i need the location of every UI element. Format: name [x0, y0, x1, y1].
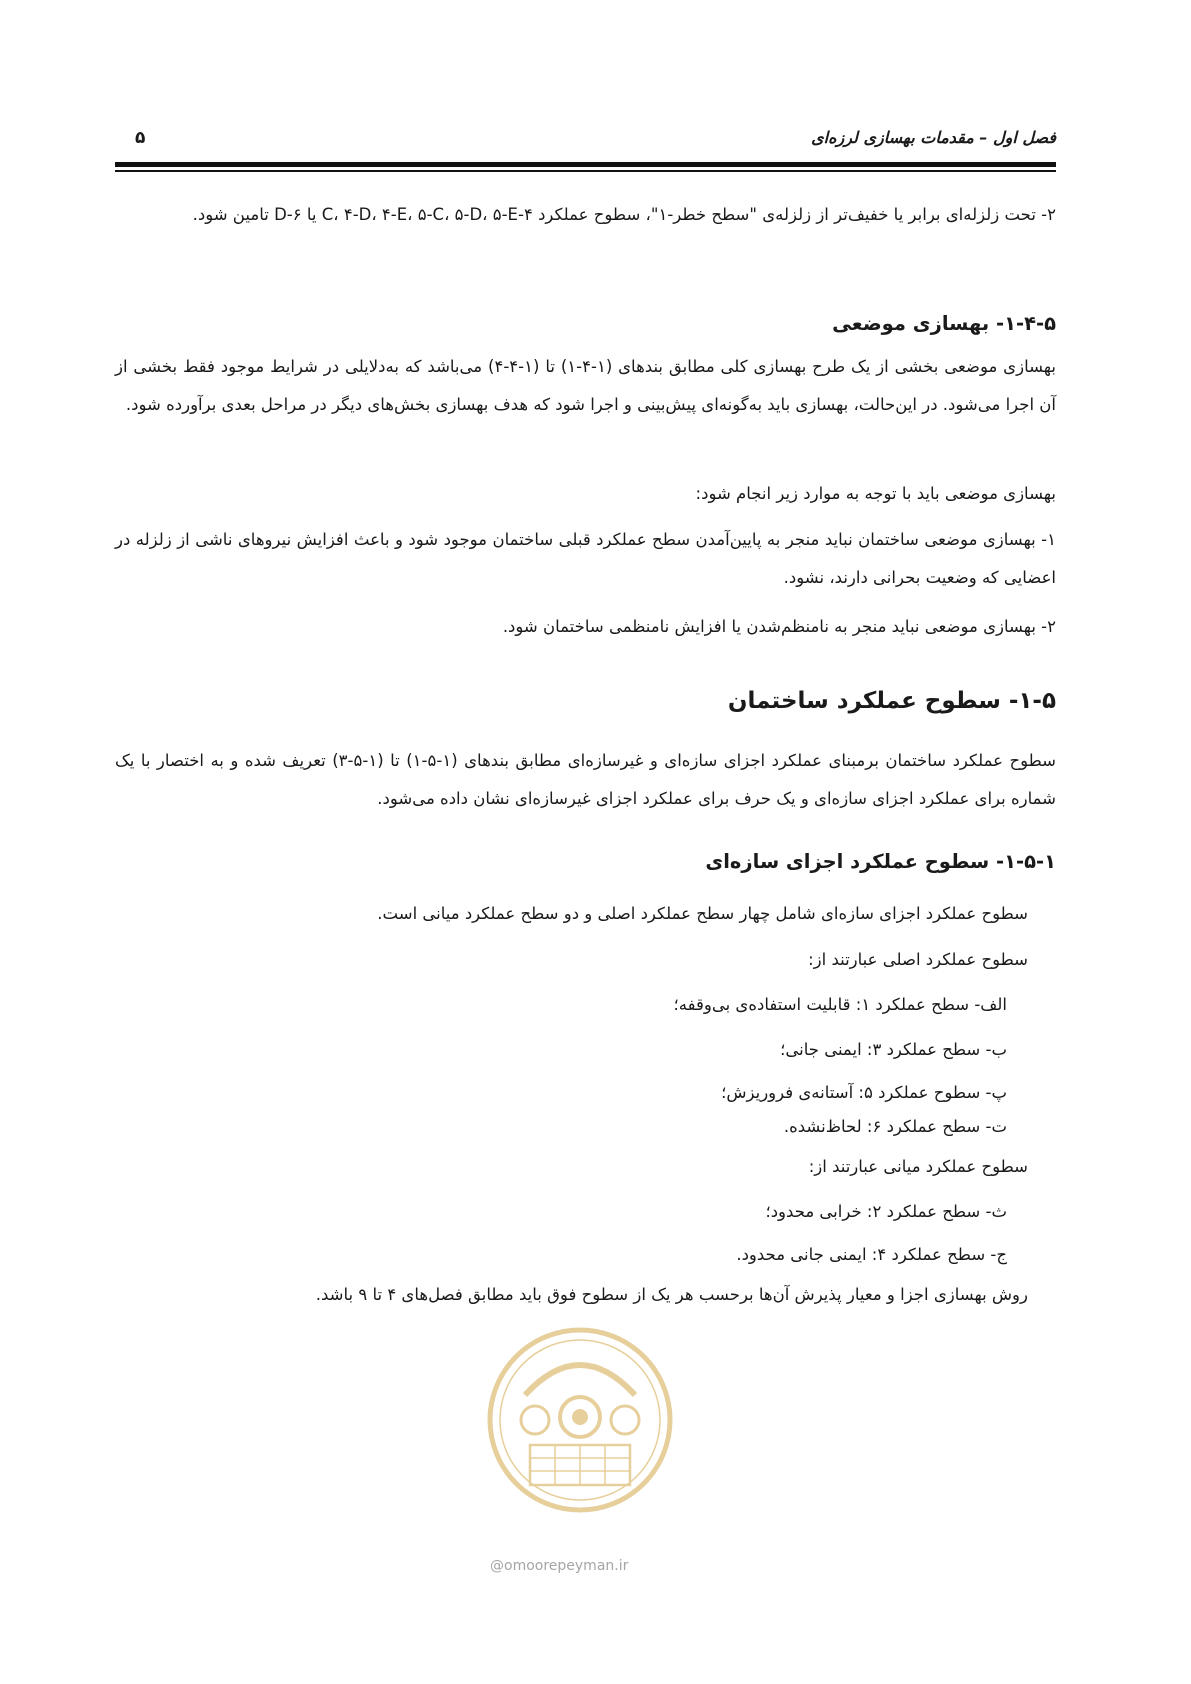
main-level-item: ت- سطح عملکرد ۶: لحاظ‌نشده.: [783, 1117, 1007, 1136]
page-header: [115, 128, 1056, 154]
local-rehab-item-2: ۲- بهسازی موضعی نباید منجر به نامنظم‌شدن یا افزایش نامنظمی ساختمان شود.: [502, 617, 1056, 636]
mid-level-item: ج- سطح عملکرد ۴: ایمنی جانی محدود.: [736, 1245, 1007, 1264]
building-performance-paragraph: سطوح عملکرد ساختمان برمبنای عملکرد اجزای سازه‌ای و غیرسازه‌ای مطابق بندهای (۱-۵-۱) تا (۱-۵-۳) تعریف شده و به اختصار با یک شماره برای عملکرد اجزای سازه‌ای و یک حرف برای عملکرد اجزای غیرسازه‌ای نشان داده می‌شود.: [115, 751, 1056, 808]
local-rehab-paragraph: بهسازی موضعی بخشی از یک طرح بهسازی کلی مطابق بندهای (۱-۴-۱) تا (۱-۴-۴) می‌باشد که به‌دلایلی در شرایط موجود فقط بخشی از آن اجرا می‌شود. در این‌حالت، بهسازی باید به‌گونه‌ای پیش‌بینی و اجرا شود که هدف بهسازی بخش‌های دیگر در مراحل بعدی برآورده شود.: [115, 357, 1057, 414]
mid-level-item: ث- سطح عملکرد ۲: خرابی محدود؛: [765, 1202, 1007, 1221]
main-level-item: الف- سطح عملکرد ۱: قابلیت استفاده‌ی بی‌وقفه؛: [673, 995, 1007, 1014]
chapter-title: فصل اول – مقدمات بهسازی لرزه‌ای: [811, 128, 1056, 147]
section-heading-structural-performance: ۱-۵-۱- سطوح عملکرد اجزای سازه‌ای: [705, 850, 1056, 873]
page-number: ۵: [135, 128, 146, 148]
structural-closing: روش بهسازی اجزا و معیار پذیرش آن‌ها برحسب هر یک از سطوح فوق باید مطابق فصل‌های ۴ تا ۹ باشد.: [315, 1285, 1028, 1304]
mid-levels-label: سطوح عملکرد میانی عبارتند از:: [808, 1157, 1028, 1176]
header-rule-thick: [115, 162, 1056, 167]
main-level-item: ب- سطح عملکرد ۳: ایمنی جانی؛: [780, 1040, 1007, 1059]
watermark-url: @omoorepeyman.ir: [490, 1558, 629, 1574]
section-heading-building-performance: ۱-۵- سطوح عملکرد ساختمان: [727, 688, 1056, 714]
main-level-item: پ- سطوح عملکرد ۵: آستانه‌ی فروریزش؛: [721, 1083, 1007, 1102]
watermark-logo: [485, 1325, 675, 1515]
structural-intro: سطوح عملکرد اجزای سازه‌ای شامل چهار سطح عملکرد اصلی و دو سطح عملکرد میانی است.: [377, 904, 1028, 923]
local-rehab-conditions-intro: بهسازی موضعی باید با توجه به موارد زیر انجام شود:: [695, 484, 1056, 503]
intro-paragraph: ۲- تحت زلزله‌ای برابر یا خفیف‌تر از زلزله‌ی "سطح خطر-۱"، سطوح عملکرد ۴-C، ۴-D، ۴-E، ۵-C، ۵-D، ۵-E یا ۶-D تامین شود.: [192, 205, 1056, 224]
local-rehab-item-1: ۱- بهسازی موضعی ساختمان نباید منجر به پایین‌آمدن سطح عملکرد قبلی ساختمان موجود شود و باعث افزایش نیروهای ناشی از زلزله در اعضایی که وضعیت بحرانی دارند، نشود.: [115, 530, 1056, 587]
section-heading-local-rehab: ۱-۴-۵- بهسازی موضعی: [832, 312, 1056, 335]
main-levels-label: سطوح عملکرد اصلی عبارتند از:: [808, 950, 1028, 969]
header-rule-thin: [115, 170, 1056, 172]
